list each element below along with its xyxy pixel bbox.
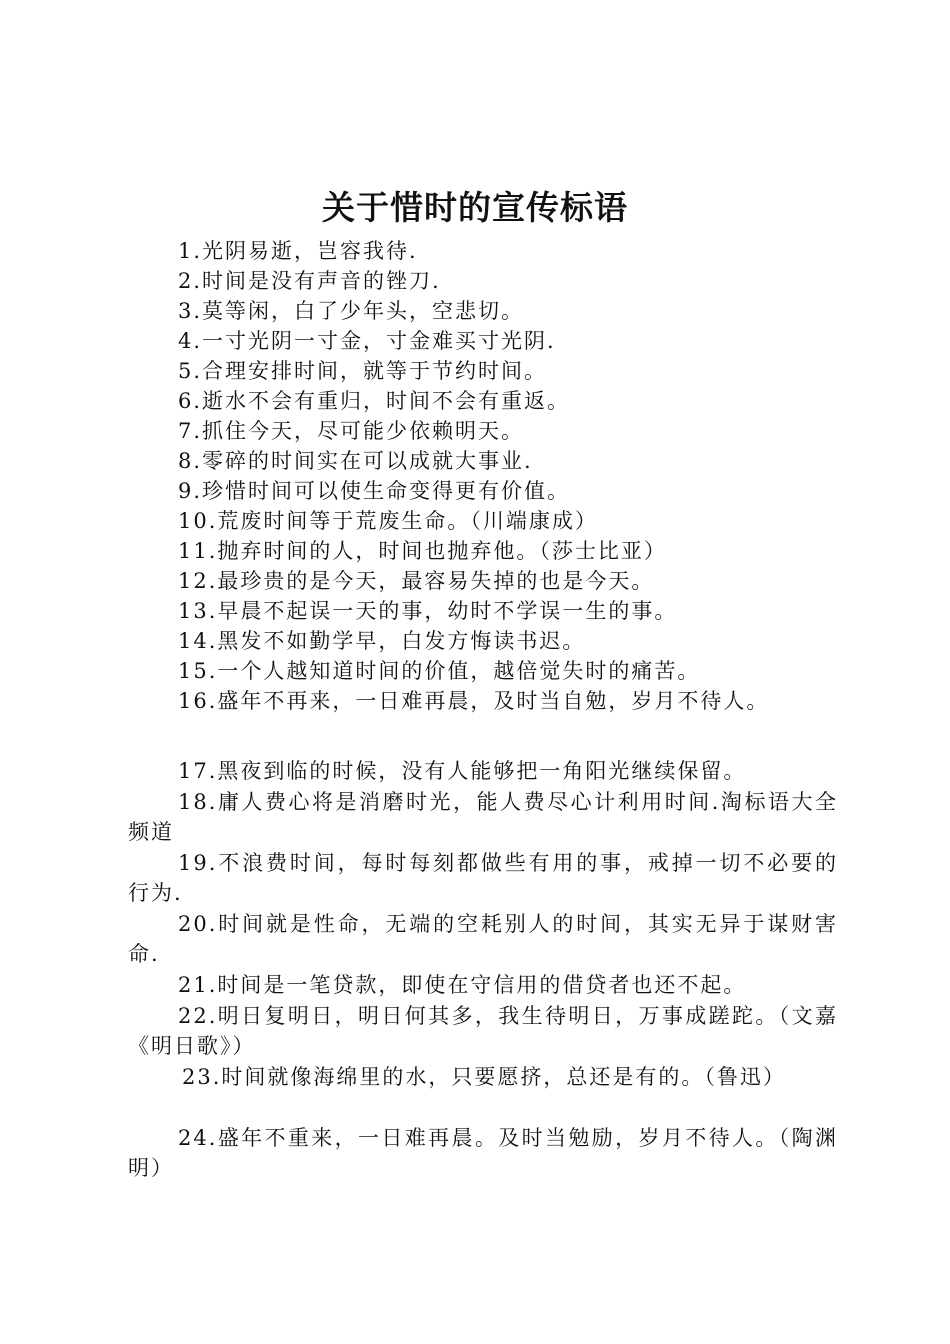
list-item: 4.一寸光阴一寸金，寸金难买寸光阴. bbox=[178, 329, 556, 353]
list-item: 13.早晨不起误一天的事，幼时不学误一生的事。 bbox=[178, 599, 678, 623]
slogan-list-first bbox=[178, 236, 918, 716]
list-item: 12.最珍贵的是今天，最容易失掉的也是今天。 bbox=[178, 569, 655, 593]
list-item: 15.一个人越知道时间的价值，越倍觉失时的痛苦。 bbox=[178, 659, 701, 683]
list-item: 3.莫等闲，白了少年头，空悲切。 bbox=[178, 299, 525, 323]
list-item: 14.黑发不如勤学早，白发方悔读书迟。 bbox=[178, 629, 586, 653]
list-item: 7.抓住今天，尽可能少依赖明天。 bbox=[178, 419, 525, 443]
list-item: 19.不浪费时间，每时每刻都做些有用的事，戒掉一切不必要的行为. bbox=[128, 851, 838, 905]
list-item: 21.时间是一笔贷款，即使在守信用的借贷者也还不起。 bbox=[178, 973, 747, 997]
list-item: 20.时间就是性命，无端的空耗别人的时间，其实无异于谋财害命. bbox=[128, 912, 838, 966]
list-item: 6.逝水不会有重归，时间不会有重返。 bbox=[178, 389, 571, 413]
list-item: 9.珍惜时间可以使生命变得更有价值。 bbox=[178, 479, 571, 503]
list-item: 10.荒废时间等于荒废生命。（川端康成） bbox=[178, 509, 598, 533]
list-item: 18.庸人费心将是消磨时光，能人费尽心计利用时间.淘标语大全频道 bbox=[128, 790, 838, 844]
list-item: 22.明日复明日，明日何其多，我生待明日，万事成蹉跎。（文嘉《明日歌》） bbox=[128, 1004, 838, 1058]
list-item: 2.时间是没有声音的锉刀. bbox=[178, 269, 441, 293]
list-item: 5.合理安排时间，就等于节约时间。 bbox=[178, 359, 548, 383]
list-item: 24.盛年不重来，一日难再晨。及时当勉励，岁月不待人。（陶渊明） bbox=[128, 1126, 838, 1180]
list-item: 23.时间就像海绵里的水，只要愿挤，总还是有的。（鲁迅） bbox=[182, 1065, 786, 1089]
list-item: 17.黑夜到临的时候，没有人能够把一角阳光继续保留。 bbox=[178, 759, 747, 783]
list-item: 16.盛年不再来，一日难再晨，及时当自勉，岁月不待人。 bbox=[178, 689, 770, 713]
list-item: 1.光阴易逝，岂容我待. bbox=[178, 239, 418, 263]
list-item: 8.零碎的时间实在可以成就大事业. bbox=[178, 449, 533, 473]
page-title: 关于惜时的宣传标语 bbox=[322, 188, 628, 227]
slogan-list-second bbox=[128, 756, 838, 1184]
list-item: 11.抛弃时间的人，时间也抛弃他。（莎士比亚） bbox=[178, 539, 667, 563]
